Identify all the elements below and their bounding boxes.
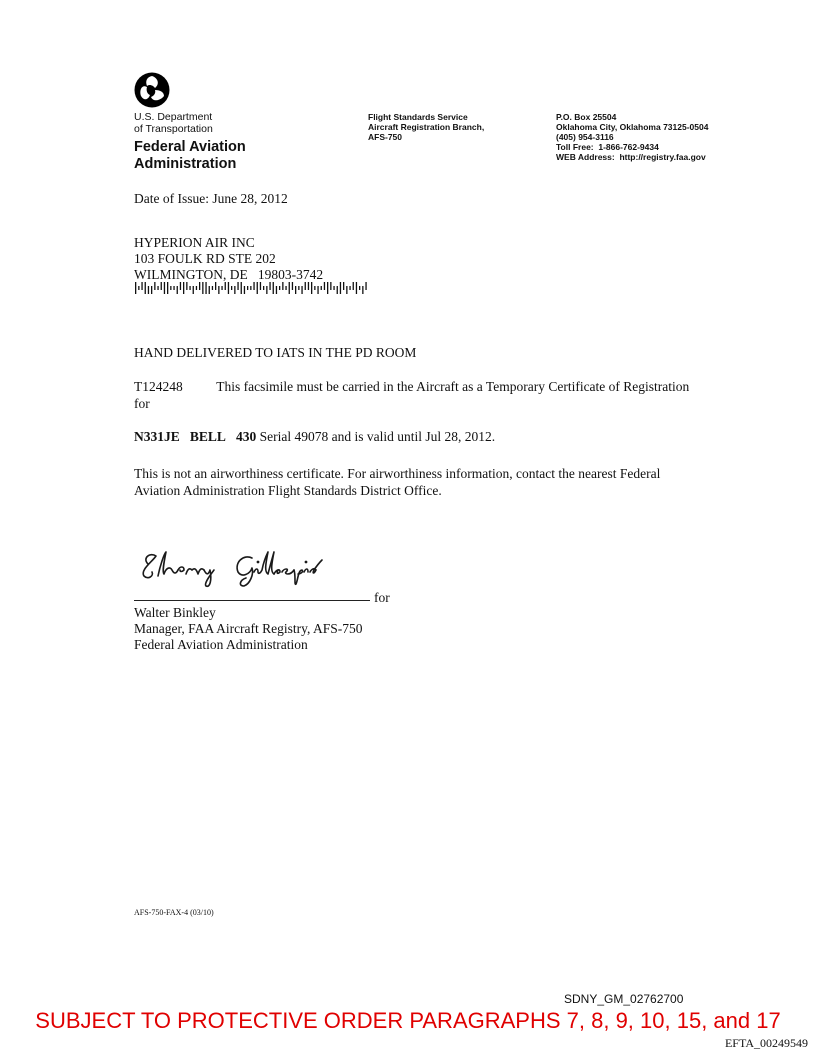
barcode-bar (324, 282, 325, 290)
barcode-bar (145, 282, 146, 294)
contact-line: P.O. Box 25504 (556, 112, 617, 122)
barcode-bar (257, 282, 258, 294)
barcode-bar (305, 282, 306, 290)
barcode-bar (215, 282, 216, 290)
department-line: U.S. Department (134, 111, 213, 123)
barcode-bar (340, 282, 341, 294)
temporary-certificate-text (134, 378, 694, 412)
barcode-bar (170, 286, 171, 290)
barcode-bar (241, 282, 242, 294)
barcode-bar (301, 286, 302, 294)
barcode-bar (231, 286, 232, 290)
barcode-bar (298, 286, 299, 290)
hand-delivered-note: HAND DELIVERED TO IATS IN THE PD ROOM (134, 345, 417, 360)
barcode-bar (263, 286, 264, 290)
barcode-bar (292, 282, 293, 290)
barcode-bar (154, 282, 155, 290)
contact-line: (405) 954-3116 (556, 132, 614, 142)
barcode-bar (234, 286, 235, 294)
barcode-bar (161, 282, 162, 290)
barcode-bar (250, 286, 251, 290)
barcode-bar (285, 286, 286, 290)
service-line: AFS-750 (368, 132, 403, 142)
efta-number: EFTA_00249549 (724, 1036, 808, 1050)
barcode-bar (327, 282, 328, 294)
barcode-bar (237, 282, 238, 290)
barcode-bar (359, 286, 360, 290)
aircraft-make: BELL (189, 429, 226, 444)
barcode-bar (289, 282, 290, 294)
barcode-bar (244, 286, 245, 294)
barcode-bar (273, 282, 274, 294)
barcode-bar (202, 282, 203, 294)
barcode-bar (135, 282, 136, 294)
barcode-bar (167, 282, 168, 294)
certificate-number: T124248 (134, 379, 183, 394)
barcode-bar (295, 286, 296, 294)
barcode-bar (148, 286, 149, 294)
barcode-bar (177, 286, 178, 294)
contact-line: Toll Free: 1-866-762-9434 (556, 142, 659, 152)
address-line: 103 FOULK RD STE 202 (134, 251, 276, 266)
barcode-bar (311, 282, 312, 294)
handwritten-signature (134, 540, 394, 590)
barcode-bar (193, 286, 194, 294)
barcode-bar (196, 286, 197, 290)
registration-validity: Serial 49078 and is valid until Jul 28, 2012. (259, 429, 496, 444)
barcode-bar (353, 282, 354, 290)
dot-logo-icon (134, 72, 170, 108)
barcode-bar (282, 282, 283, 290)
signer-name: Walter Binkley (134, 605, 216, 620)
signature-line (134, 600, 370, 601)
barcode-bar (189, 286, 190, 290)
barcode-bar (173, 286, 174, 290)
barcode-bar (337, 286, 338, 294)
barcode-bar (228, 282, 229, 294)
agency-line: Administration (134, 156, 237, 172)
airworthiness-disclaimer: This is not an airworthiness certificate. For airworthiness information, contact the nearest Federal Aviation Administration Flight Standards District Office. (134, 466, 661, 498)
barcode-bar (164, 282, 165, 294)
barcode-bar (225, 282, 226, 290)
service-block (368, 112, 484, 142)
address-line: WILMINGTON, DE 19803-3742 (134, 267, 324, 282)
agency-line: Federal Aviation (134, 139, 246, 155)
barcode-bar (260, 282, 261, 290)
service-line: Flight Standards Service (368, 112, 468, 122)
barcode-bar (276, 286, 277, 294)
barcode-bar (209, 286, 210, 294)
barcode-bar (221, 286, 222, 290)
recipient-address (134, 235, 323, 283)
barcode-bar (183, 282, 184, 294)
for-label: for (374, 590, 390, 605)
barcode-bar (349, 286, 350, 290)
barcode-bar (308, 282, 309, 290)
protective-order-banner: SUBJECT TO PROTECTIVE ORDER PARAGRAPHS 7, 8, 9, 10, 15, and 17 (35, 1008, 781, 1033)
barcode-bar (141, 282, 142, 290)
barcode-bar (346, 286, 347, 294)
department-line: of Transportation (134, 123, 213, 135)
barcode-bar (247, 286, 248, 290)
form-number: AFS-750-FAX-4 (03/10) (134, 908, 214, 917)
barcode-bar (321, 286, 322, 290)
barcode-bar (279, 286, 280, 290)
signer-agency: Federal Aviation Administration (134, 637, 308, 652)
barcode-bar (157, 286, 158, 290)
barcode-bar (330, 282, 331, 290)
barcode-bar (205, 282, 206, 294)
issue-date: Date of Issue: June 28, 2012 (134, 191, 288, 206)
barcode-bar (365, 282, 366, 290)
barcode-bar (151, 286, 152, 294)
department-name (134, 111, 213, 135)
barcode-bar (317, 286, 318, 294)
barcode-bar (138, 286, 139, 290)
barcode-bar (269, 282, 270, 290)
barcode-bar (362, 286, 363, 294)
service-line: Aircraft Registration Branch, (368, 122, 485, 132)
barcode-bar (343, 282, 344, 290)
signer-title: Manager, FAA Aircraft Registry, AFS-750 (134, 621, 363, 636)
bates-number: SDNY_GM_02762700 (564, 992, 684, 1006)
address-line: HYPERION AIR INC (134, 235, 255, 250)
barcode-bar (253, 282, 254, 290)
barcode-bar (314, 286, 315, 290)
signer-block (134, 605, 363, 653)
certificate-statement: This facsimile must be carried in the Aircraft as a Temporary Certificate of Registration for (134, 379, 690, 411)
barcode-bar (186, 282, 187, 290)
postal-barcode-icon (134, 282, 374, 294)
barcode-bar (266, 286, 267, 294)
barcode-bar (218, 286, 219, 294)
aircraft-model: 430 (236, 429, 257, 444)
barcode-bar (180, 282, 181, 290)
contact-block (556, 112, 708, 162)
contact-line: WEB Address: http://registry.faa.gov (556, 152, 706, 162)
barcode-bar (212, 286, 213, 290)
barcode-bar (333, 286, 334, 290)
registration-line (134, 428, 495, 445)
n-number: N331JE (134, 429, 180, 444)
barcode-bar (356, 282, 357, 294)
barcode-bar (199, 282, 200, 290)
agency-name (134, 139, 246, 173)
contact-line: Oklahoma City, Oklahoma 73125-0504 (556, 122, 709, 132)
